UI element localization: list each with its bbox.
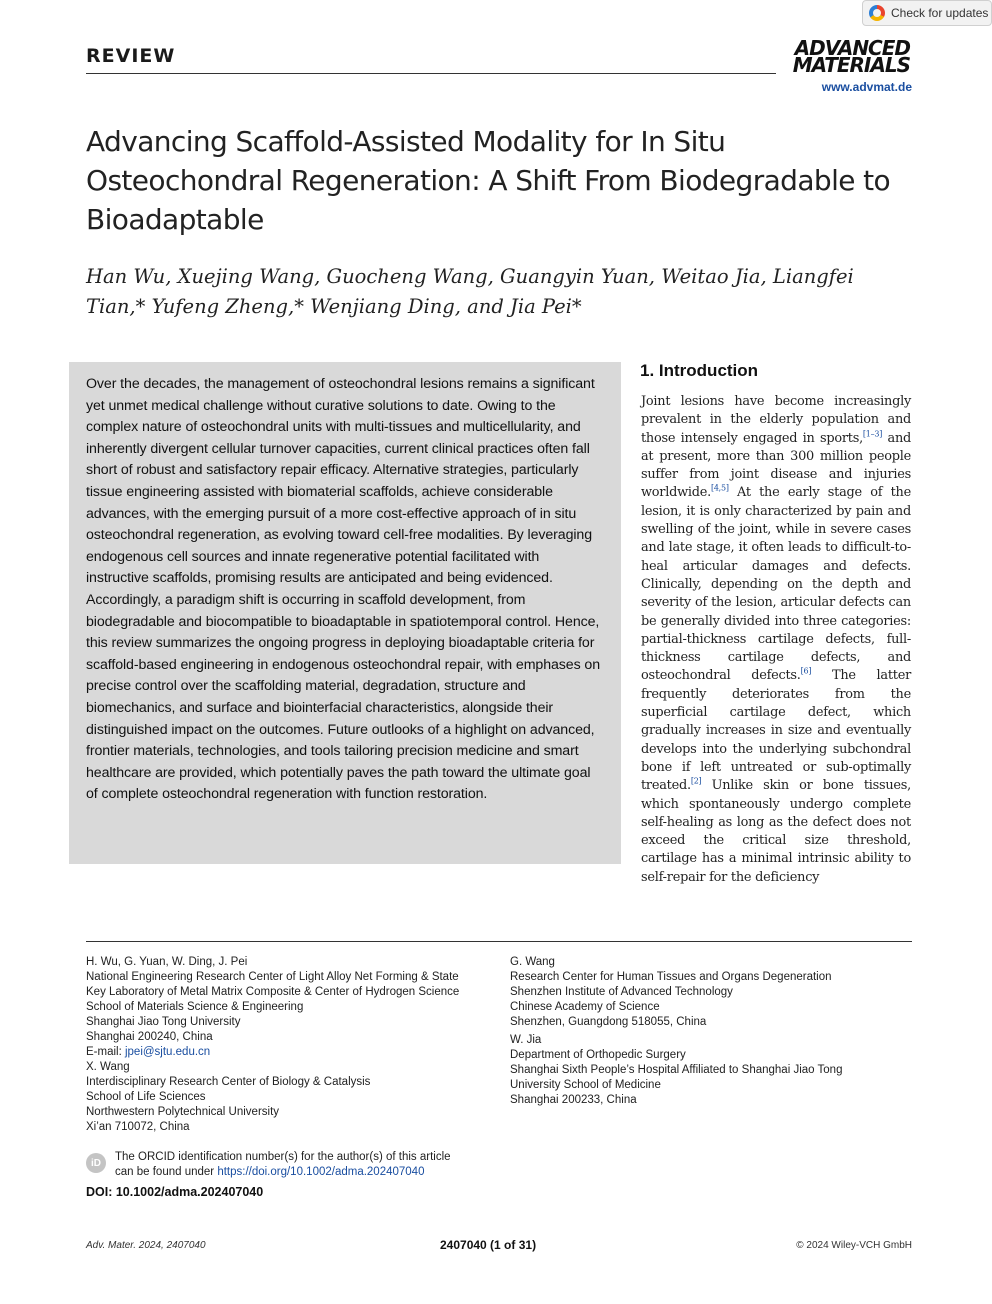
orcid-icon: iD xyxy=(86,1153,106,1173)
affiliation-line: Shenzhen, Guangdong 518055, China xyxy=(510,1016,707,1028)
abstract-text: Over the decades, the management of osteochondral lesions remains a significant yet unmet medical challenge without curative solutions to date. Owing to the complex nature of osteochondral units with multi-tissues and multicellularity, and inherently divergent cellular turnover capacities, current clinical practices often fall short of robust and satisfactory repair efficacy. Alternative strategies, particularly tissue engineering assisted with biomaterial scaffolds, achieve considerable advances, with the emerging pursuit of a more cost-effective approach of in situ osteochondral regeneration, as evolving toward cell-free modalities. By leveraging endogenous cell sources and innate regenerative potential facilitated with instructive scaffolds, promising results are anticipated and being evidenced. Accordingly, a paradigm shift is occurring in scaffold development, from biodegradable and biocompatible to bioadaptable in spatiotemporal control. Hence, this review summarizes the ongoing progress in deploying bioadaptable criteria for scaffold-based engineering in endogenous osteochondral repair, with emphases on precise control over the scaffolding material, degradation, structure and biomechanics, and surface and biointerfacial characteristics, alongside their distinguished impact on the outcomes. Future outlooks of a highlight on advanced, frontier materials, technologies, and tools tailoring precision medicine and smart healthcare are provided, which potentially paves the path toward the ultimate goal of complete osteochondral regeneration with function restoration. xyxy=(86,376,600,803)
header-divider xyxy=(86,73,776,74)
introduction-body xyxy=(641,393,911,887)
article-title: Advancing Scaffold-Assisted Modality for In Situ Osteochondral Regeneration: A Shift From Biodegradable to Bioadaptable xyxy=(86,125,891,236)
crossmark-icon xyxy=(869,5,885,21)
affiliation-line: Interdisciplinary Research Center of Biology & Catalysis xyxy=(86,1076,371,1088)
affiliation-line: Chinese Academy of Science xyxy=(510,1001,660,1013)
affiliation-line: School of Life Sciences xyxy=(86,1091,206,1103)
affiliation-line: Shenzhen Institute of Advanced Technology xyxy=(510,986,733,998)
footer-page-number: 2407040 (1 of 31) xyxy=(440,1238,537,1252)
intro-text-1: Joint lesions have become increasingly prevalent in the elderly population and those intensely engaged in sports, xyxy=(641,394,911,446)
affiliation-line: Shanghai Jiao Tong University xyxy=(86,1016,241,1028)
affiliations-right xyxy=(510,955,910,1108)
section-heading-introduction: 1. Introduction xyxy=(640,361,759,380)
intro-text-5: Unlike skin or bone tissues, which spontaneously undergo complete self-healing as long as the defect does not exceed the critical size threshold, cartilage has a minimal intrinsic ability to self-repair for the deficiency xyxy=(641,778,911,885)
affiliation-line: Department of Orthopedic Surgery xyxy=(510,1049,686,1061)
orcid-text: can be found under xyxy=(115,1166,218,1178)
journal-logo-line2: MATERIALS xyxy=(792,53,910,77)
citation-link[interactable]: [2] xyxy=(690,776,702,786)
check-for-updates-label: Check for updates xyxy=(891,6,989,20)
affiliation-line: X. Wang xyxy=(86,1061,130,1073)
affiliation-line: Northwestern Polytechnical University xyxy=(86,1106,280,1118)
orcid-note xyxy=(86,1150,506,1180)
journal-logo-line1: ADVANCED xyxy=(794,36,910,60)
section-label: REVIEW xyxy=(86,45,176,67)
journal-website-link[interactable]: www.advmat.de xyxy=(821,80,912,94)
affiliation-line: Shanghai Sixth People’s Hospital Affiliated to Shanghai Jiao Tong xyxy=(510,1064,843,1076)
orcid-link[interactable]: https://doi.org/10.1002/adma.202407040 xyxy=(217,1166,425,1178)
affiliation-line: Xi’an 710072, China xyxy=(86,1121,190,1133)
footer-copyright: © 2024 Wiley-VCH GmbH xyxy=(796,1240,912,1251)
abstract-box xyxy=(69,362,621,864)
footer-citation: Adv. Mater. 2024, 2407040 xyxy=(86,1240,206,1251)
affiliation-line: Shanghai 200240, China xyxy=(86,1031,213,1043)
affiliation-line: School of Materials Science & Engineering xyxy=(86,1001,304,1013)
affiliations-divider xyxy=(86,941,912,942)
doi-line: DOI: 10.1002/adma.202407040 xyxy=(86,1185,264,1199)
affiliation-line: Key Laboratory of Metal Matrix Composite & Center of Hydrogen Science xyxy=(86,986,460,998)
author-list: Han Wu, Xuejing Wang, Guocheng Wang, Guangyin Yuan, Weitao Jia, Liangfei Tian,* Yufeng Zheng,* Wenjiang Ding, and Jia Pei* xyxy=(86,265,854,318)
affiliation-line: H. Wu, G. Yuan, W. Ding, J. Pei xyxy=(86,956,248,968)
citation-link[interactable]: [6] xyxy=(800,667,812,677)
intro-text-4: The latter frequently deteriorates from the superficial cartilage defect, which gradually increases in size and eventually develops into the underlying subchondral bone if left untreated or sub-optimally treated. xyxy=(641,668,911,794)
affiliation-line: University School of Medicine xyxy=(510,1079,661,1091)
affiliations-left xyxy=(86,955,496,1135)
affiliation-line: W. Jia xyxy=(510,1034,542,1046)
citation-link[interactable]: [1–3] xyxy=(862,429,883,439)
affiliation-line: Research Center for Human Tissues and Organs Degeneration xyxy=(510,971,832,983)
email-label: E-mail: xyxy=(86,1046,125,1058)
intro-text-3: At the early stage of the lesion, it is only characterized by pain and swelling of the joint, while in severe cases and late stage, it often leads to difficult-to-heal articular damages and defects. Clinically, depending on the depth and severity of the lesion, articular defects can be generally divided into three categories: partial-thickness cartilage defects, full-thickness cartilage defects, and osteochondral defects. xyxy=(641,485,911,684)
email-line xyxy=(86,1045,496,1060)
citation-link[interactable]: [4,5] xyxy=(710,484,729,494)
journal-logo xyxy=(782,36,910,77)
check-for-updates-button[interactable] xyxy=(862,0,992,26)
orcid-text: The ORCID identification number(s) for the author(s) of this article xyxy=(115,1151,451,1163)
email-link[interactable]: jpei@sjtu.edu.cn xyxy=(124,1046,211,1058)
affiliation-line: National Engineering Research Center of Light Alloy Net Forming & State xyxy=(86,971,459,983)
affiliation-line: Shanghai 200233, China xyxy=(510,1094,637,1106)
intro-text-2: and at present, more than 300 million people suffer from joint disease and injuries worldwide. xyxy=(641,430,911,501)
affiliation-line: G. Wang xyxy=(510,956,555,968)
